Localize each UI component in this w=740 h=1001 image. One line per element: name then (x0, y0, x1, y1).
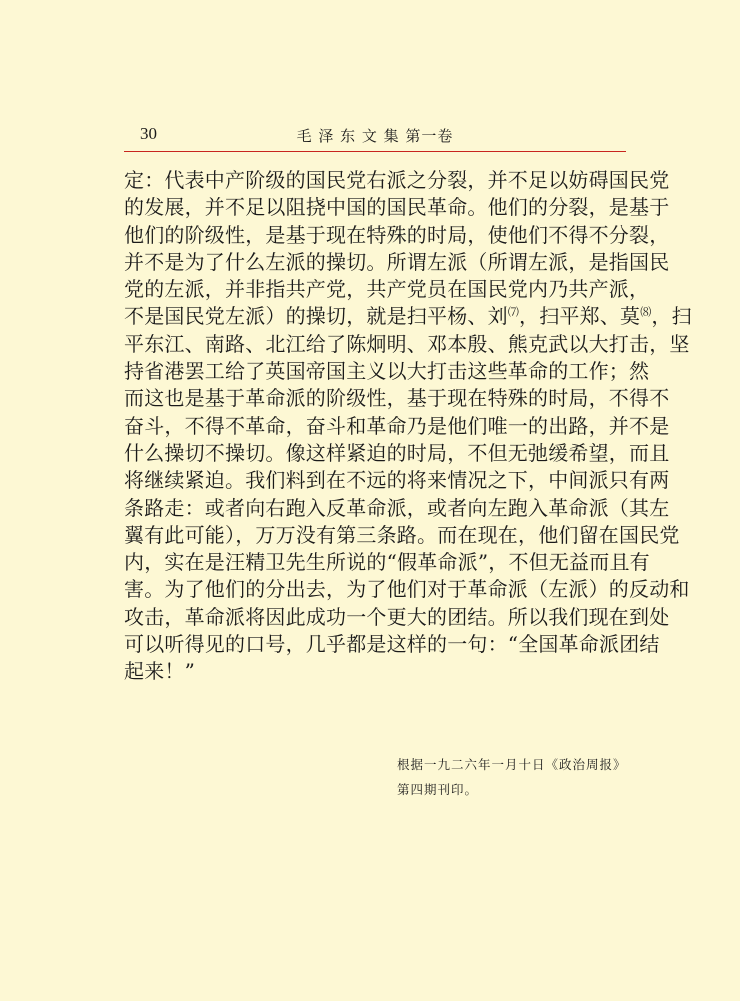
body-text (124, 167, 692, 686)
text-line: 而这也是基于革命派的阶级性，基于现在特殊的时局，不得不 (124, 386, 670, 411)
text-line: 攻击，革命派将因此成功一个更大的团结。所以我们现在到处 (124, 604, 670, 629)
text-line: 条路走：或者向右跑入反革命派，或者向左跑入革命派（其左 (124, 495, 670, 520)
text-line: 他们的阶级性，是基于现在特殊的时局，使他们不得不分裂， (124, 222, 670, 247)
page-header (124, 122, 626, 146)
text-line (124, 303, 692, 330)
note-reference[interactable]: ⑺ (507, 305, 520, 319)
text-line: 党的左派，并非指共产党，共产党员在国民党内乃共产派， (124, 277, 650, 302)
source-note (397, 752, 627, 802)
text-line: 什么操切不操切。像这样紧迫的时局，不但无弛缓希望，而且 (124, 440, 670, 465)
text-line: 害。为了他们的分出去，为了他们对于革命派（左派）的反动和 (124, 577, 690, 602)
note-reference[interactable]: ⑻ (640, 305, 652, 319)
source-note-line: 根据一九二六年一月十日《政治周报》 (397, 757, 627, 772)
text-line: 持省港罢工给了英国帝国主义以大打击这些革命的工作；然 (124, 359, 650, 384)
text-line: 的发展，并不足以阻挠中国的国民革命。他们的分裂，是基于 (124, 195, 670, 220)
header-rule (124, 151, 626, 152)
text-segment: ，扫 (651, 304, 692, 329)
source-note-line: 第四期刊印。 (397, 782, 479, 797)
page-number: 30 (140, 124, 157, 143)
text-line: 翼有此可能），万万没有第三条路。而在现在，他们留在国民党 (124, 522, 680, 547)
text-line: 可以听得见的口号，几乎都是这样的一句：“全国革命派团结 (124, 632, 660, 657)
text-line: 起来！” (124, 659, 196, 684)
text-line: 平东江、南路、北江给了陈炯明、邓本殷、熊克武以大打击，坚 (124, 331, 690, 356)
text-segment: 不是国民党左派）的操切，就是扫平杨、刘 (124, 304, 508, 329)
text-line: 定：代表中产阶级的国民党右派之分裂，并不足以妨碍国民党 (124, 168, 670, 192)
text-line: 并不是为了什么左派的操切。所谓左派（所谓左派，是指国民 (124, 249, 670, 274)
text-segment: ，扫平郑、莫 (519, 304, 641, 329)
text-line: 将继续紧迫。我们料到在不远的将来情况之下，中间派只有两 (124, 468, 670, 493)
text-line: 奋斗，不得不革命，奋斗和革命乃是他们唯一的出路，并不是 (124, 413, 670, 438)
running-title: 毛 泽 东 文 集 第一卷 (296, 127, 454, 145)
text-line: 内，实在是汪精卫先生所说的“假革命派”，不但无益而且有 (124, 550, 650, 575)
